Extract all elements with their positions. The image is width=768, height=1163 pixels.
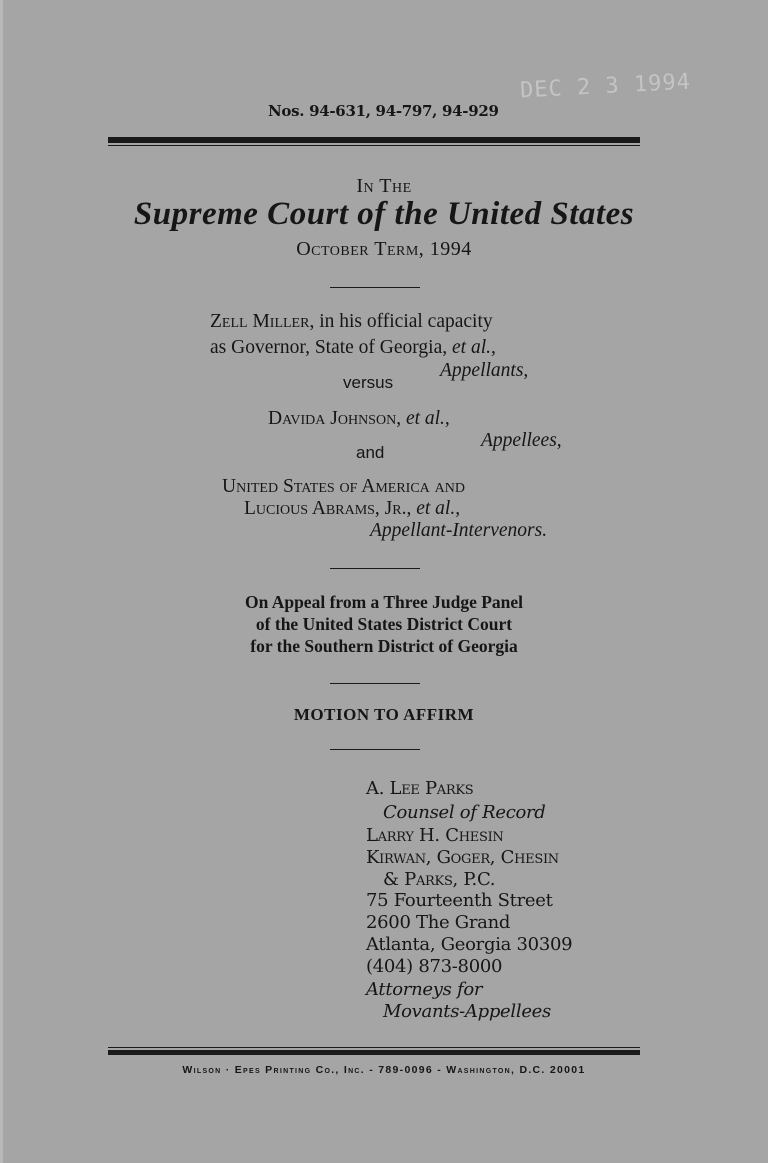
appellants-role: Appellants, [440,360,529,381]
appellee-et-al: et al., [405,408,450,429]
printer-imprint: Wilson · Epes Printing Co., Inc. - 789-0096 - Washington, D.C. 20001 [182,1064,586,1076]
divider [330,683,420,684]
appeal-line-2: of the United States District Court [255,614,513,634]
intervenors-role: Appellant-Intervenors. [370,520,548,541]
docket-numbers: Nos. 94-631, 94-797, 94-929 [268,102,499,120]
appellant-line-2 [210,337,496,359]
bottom-rule-thin [108,1047,640,1048]
attorneys-for-label: Attorneys for [366,979,483,1000]
court-name: Supreme Court of the United States [133,196,635,232]
received-date-stamp: DEC 2 3 1994 [519,69,692,104]
appellee-line [268,408,450,430]
firm-line-2: & Parks, P.C. [383,869,496,890]
top-rule-thick [108,137,640,143]
divider [330,749,420,750]
top-rule-thin [108,145,640,146]
intervenor-name: Lucious Abrams, Jr. [244,498,407,519]
and-label: and [356,443,385,462]
attorneys-for-client: Movants-Appellees [383,1001,551,1022]
appellant-line-1 [210,311,493,333]
appellant-name: Zell Miller [210,311,310,332]
versus-label: versus [343,373,394,392]
motion-title: MOTION TO AFFIRM [293,705,475,724]
divider [330,568,420,569]
divider [330,287,420,288]
counsel-name-2: Larry H. Chesin [366,825,504,846]
phone-number: (404) 873-8000 [366,956,503,977]
appellee-separator: , [396,408,406,429]
intervenor-et-al: et al., [416,498,461,519]
address-line-1: 75 Fourteenth Street [366,890,553,911]
appeal-line-1: On Appeal from a Three Judge Panel [244,592,524,612]
term-heading: October Term, 1994 [296,238,472,260]
appeal-line-3: for the Southern District of Georgia [250,636,518,656]
appellant-office: as Governor, State of Georgia, [210,337,452,358]
intervenor-line-2 [244,498,460,520]
intervenor-separator: , [406,498,417,519]
appellees-role: Appellees, [481,430,562,451]
bottom-rule-thick [108,1050,640,1055]
intervenor-line-1: United States of America and [222,476,465,497]
appellant-capacity: , in his official capacity [309,311,493,332]
appellee-name: Davida Johnson [268,408,397,429]
counsel-role: Counsel of Record [383,802,546,823]
appellant-et-al: et al., [452,337,496,358]
in-the-heading: In The [356,175,412,197]
address-line-2: 2600 The Grand [366,912,511,933]
firm-line-1: Kirwan, Goger, Chesin [366,847,559,868]
address-line-3: Atlanta, Georgia 30309 [366,934,573,955]
counsel-name: A. Lee Parks [366,778,474,799]
